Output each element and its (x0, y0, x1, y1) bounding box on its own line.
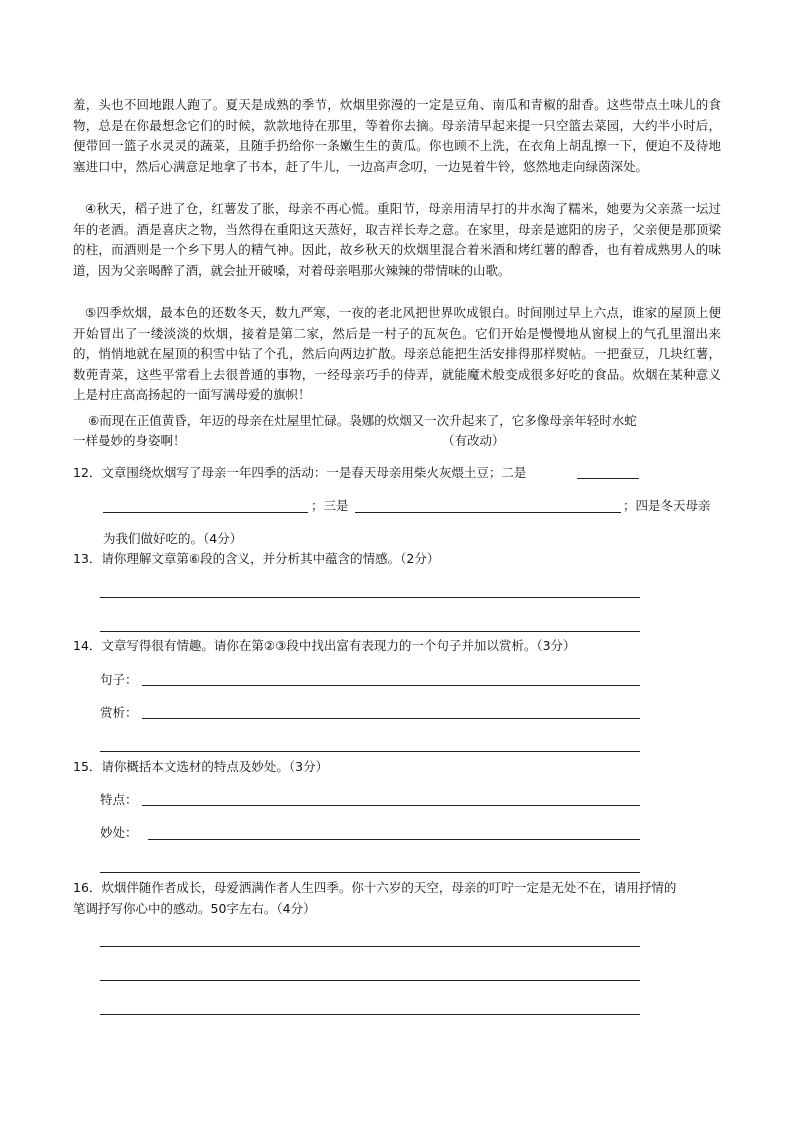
q16-answer-line-1[interactable] (100, 946, 640, 947)
q15-merit-line-1[interactable] (148, 839, 640, 840)
q14-analysis-label: 赏析： (100, 705, 138, 720)
q14-sentence-label: 句子： (100, 672, 138, 687)
q15-merit-label: 妙处： (100, 825, 138, 840)
q12-answer-line-3a[interactable] (103, 512, 308, 513)
question-12-text: 12．文章围绕炊烟写了母亲一年四季的活动：一是春天母亲用柴火灰煨土豆；二是 (73, 465, 527, 480)
q15-feature-line[interactable] (142, 805, 640, 806)
q16-answer-line-2[interactable] (100, 980, 640, 981)
q12-separator-3: ；三是 (311, 498, 349, 513)
question-14-text: 14．文章写得很有情趣。请你在第②③段中找出富有表现力的一个句子并加以赏析。（3分） (73, 638, 576, 653)
passage-paragraph-5: ⑤四季炊烟，最本色的还数冬天，数九严寒，一夜的老北风把世界吹成银白。时间刚过早上六点，谁家的屋顶上便开始冒出了一缕淡淡的炊烟，接着是第二家，然后是一村子的瓦灰色。它们开始是慢慢地从窗棂上的气孔里溜出来的，悄悄地就在屋顶的积雪中钻了个孔，然后向两边扩散。母亲总能把生活安排得那样熨帖。一把蚕豆，几块红薯，数蔸青菜，这些平常看上去很普通的事物，一经母亲巧手的侍弄，就能魔术般变成很多好吃的食品。炊烟在某种意义上是村庄高高扬起的一面写满母爱的旗帜！ (73, 305, 721, 403)
question-16-line-2: 笔调抒写你心中的感动。50字左右。（4分） (73, 901, 316, 916)
source-note: （有改动） (442, 433, 505, 448)
q12-separator-4: ；四是冬天母亲 (623, 498, 711, 513)
passage-paragraph-6-line2: 一样曼妙的身姿啊！ (73, 433, 186, 448)
q14-analysis-line-1[interactable] (142, 718, 640, 719)
q16-answer-line-3[interactable] (100, 1014, 640, 1015)
passage-paragraph-continued: 羞，头也不回地跟人跑了。夏天是成熟的季节，炊烟里弥漫的一定是豆角、南瓜和青椒的甜香。这些带点土味儿的食物，总是在你最想念它们的时候，款款地待在那里，等着你去摘。母亲清早起来提一只空篮去菜园，大约半小时后，便带回一篮子水灵灵的蔬菜，且随手扔给你一条嫩生生的黄瓜。你也顾不上洗，在衣角上胡乱擦一下，便迫不及待地塞进口中，然后心满意足地拿了书本，赶了牛儿，一边高声念叨，一边晃着牛铃，悠然地走向绿茵深处。 (73, 97, 721, 174)
question-16-line-1: 16．炊烟伴随作者成长，母爱洒满作者人生四季。你十六岁的天空，母亲的叮咛一定是无处不在，请用抒情的 (73, 880, 677, 895)
q15-feature-label: 特点： (100, 792, 138, 807)
passage-paragraph-6-line1: ⑥而现在正值黄昏，年迈的母亲在灶屋里忙碌。袅娜的炊烟又一次升起来了，它多像母亲年轻时水蛇 (88, 413, 637, 428)
passage-paragraph-4: ④秋天，稻子进了仓，红薯发了胀，母亲不再心慌。重阳节，母亲用清早打的井水淘了糯米，她要为父亲蒸一坛过年的老酒。酒是喜庆之物，当然得在重阳这天蒸好，取吉祥长寿之意。在家里，母亲是遮阳的房子，父亲便是那顶梁的柱，而酒则是一个乡下男人的精气神。因此，故乡秋天的炊烟里混合着米酒和烤红薯的醇香，也有着成熟男人的味道，因为父亲喝醉了酒，就会扯开破嗓，对着母亲唱那火辣辣的带情味的山歌。 (73, 201, 721, 278)
q14-analysis-line-2[interactable] (100, 751, 640, 752)
question-15-text: 15．请你概括本文选材的特点及妙处。（3分） (73, 759, 329, 774)
q13-answer-line-2[interactable] (100, 631, 640, 632)
question-13-text: 13．请你理解文章第⑥段的含义，并分析其中蕴含的情感。（2分） (73, 551, 440, 566)
q13-answer-line-1[interactable] (100, 597, 640, 598)
q12-answer-line-2[interactable] (577, 478, 639, 479)
q12-answer-line-3b[interactable] (355, 512, 621, 513)
q14-sentence-line[interactable] (142, 685, 640, 686)
q12-ending: 为我们做好吃的。（4分） (103, 531, 243, 546)
q15-merit-line-2[interactable] (100, 872, 640, 873)
